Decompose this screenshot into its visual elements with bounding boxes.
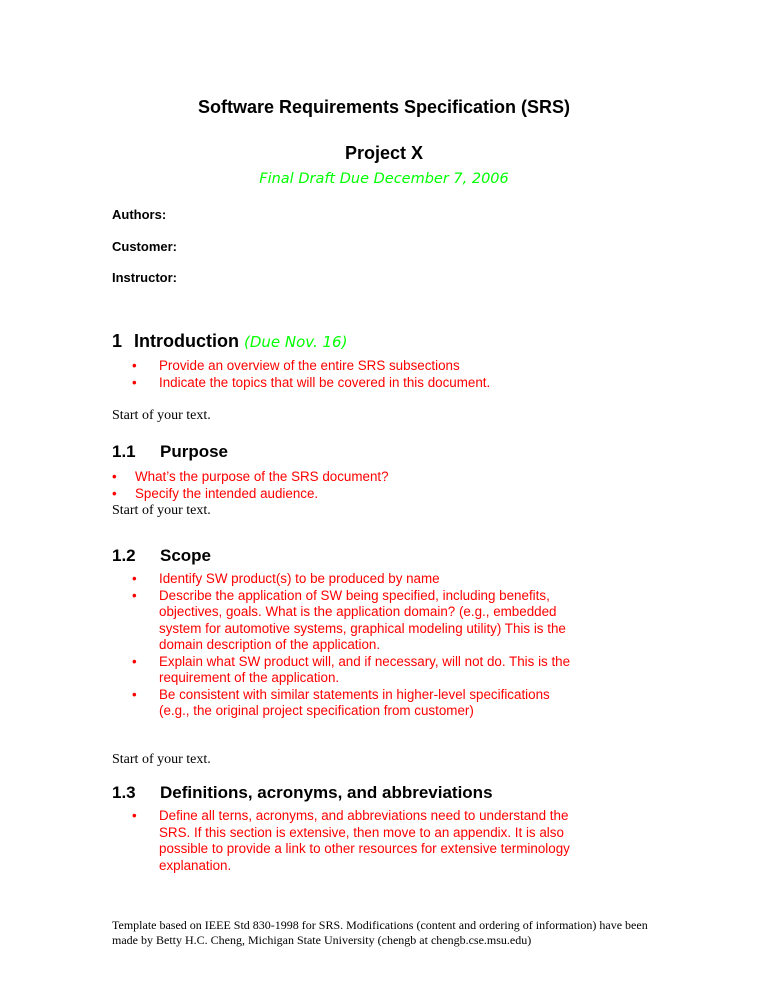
heading-definitions: 1.3 Definitions, acronyms, and abbreviations xyxy=(112,783,493,802)
list-item: • Explain what SW product will, and if necessary, will not do. This is the requirement of the application. xyxy=(132,653,571,685)
list-item: • Describe the application of SW being specified, including benefits, objectives, goals. What is the application domain? (e.g., embedded system for automotive systems, graphical modeling utility) This is the domain description of the application. xyxy=(132,587,566,652)
heading-introduction xyxy=(112,331,347,352)
body-text: Start of your text. xyxy=(112,408,211,423)
section-number: 1 xyxy=(112,331,123,351)
list-item: • Identify SW product(s) to be produced by name xyxy=(132,571,440,586)
body-text: Start of your text. xyxy=(112,503,211,518)
list-item: • Define all terns, acronyms, and abbreviations need to understand the SRS. If this section is extensive, then move to an appendix. It is also possible to provide a link to other resources for extensive terminology explanation. xyxy=(132,808,570,873)
heading-purpose: 1.1 Purpose xyxy=(112,442,229,461)
heading-scope: 1.2 Scope xyxy=(112,546,212,565)
section-due: (Due Nov. 16) xyxy=(244,333,348,351)
list-item: • Be consistent with similar statements in higher-level specifications (e.g., the original project specification from customer) xyxy=(132,686,550,718)
section-title: Introduction xyxy=(134,331,239,351)
list-item: • Indicate the topics that will be covered in this document. xyxy=(132,374,491,390)
project-name: Project X xyxy=(344,143,424,163)
body-text: Start of your text. xyxy=(112,752,211,767)
list-item: • What’s the purpose of the SRS document? xyxy=(112,469,389,484)
page-footer: Template based on IEEE Std 830-1998 for SRS. Modifications (content and ordering of information) have been made by Betty H.C. Cheng, Michigan State University (chengb at chengb.cse.msu.edu) xyxy=(112,918,648,947)
customer-label: Customer: xyxy=(112,239,178,254)
purpose-bullets xyxy=(112,469,572,502)
scope-bullets xyxy=(112,571,572,720)
document-title: Software Requirements Specification (SRS) xyxy=(197,97,571,117)
list-item: • Specify the intended audience. xyxy=(112,485,319,501)
list-item: • Provide an overview of the entire SRS subsections xyxy=(132,358,460,373)
authors-label: Authors: xyxy=(112,207,167,222)
intro-bullets xyxy=(112,358,572,391)
definitions-bullets xyxy=(112,808,572,874)
instructor-label: Instructor: xyxy=(112,270,177,285)
due-date: Final Draft Due December 7, 2006 xyxy=(259,171,509,187)
